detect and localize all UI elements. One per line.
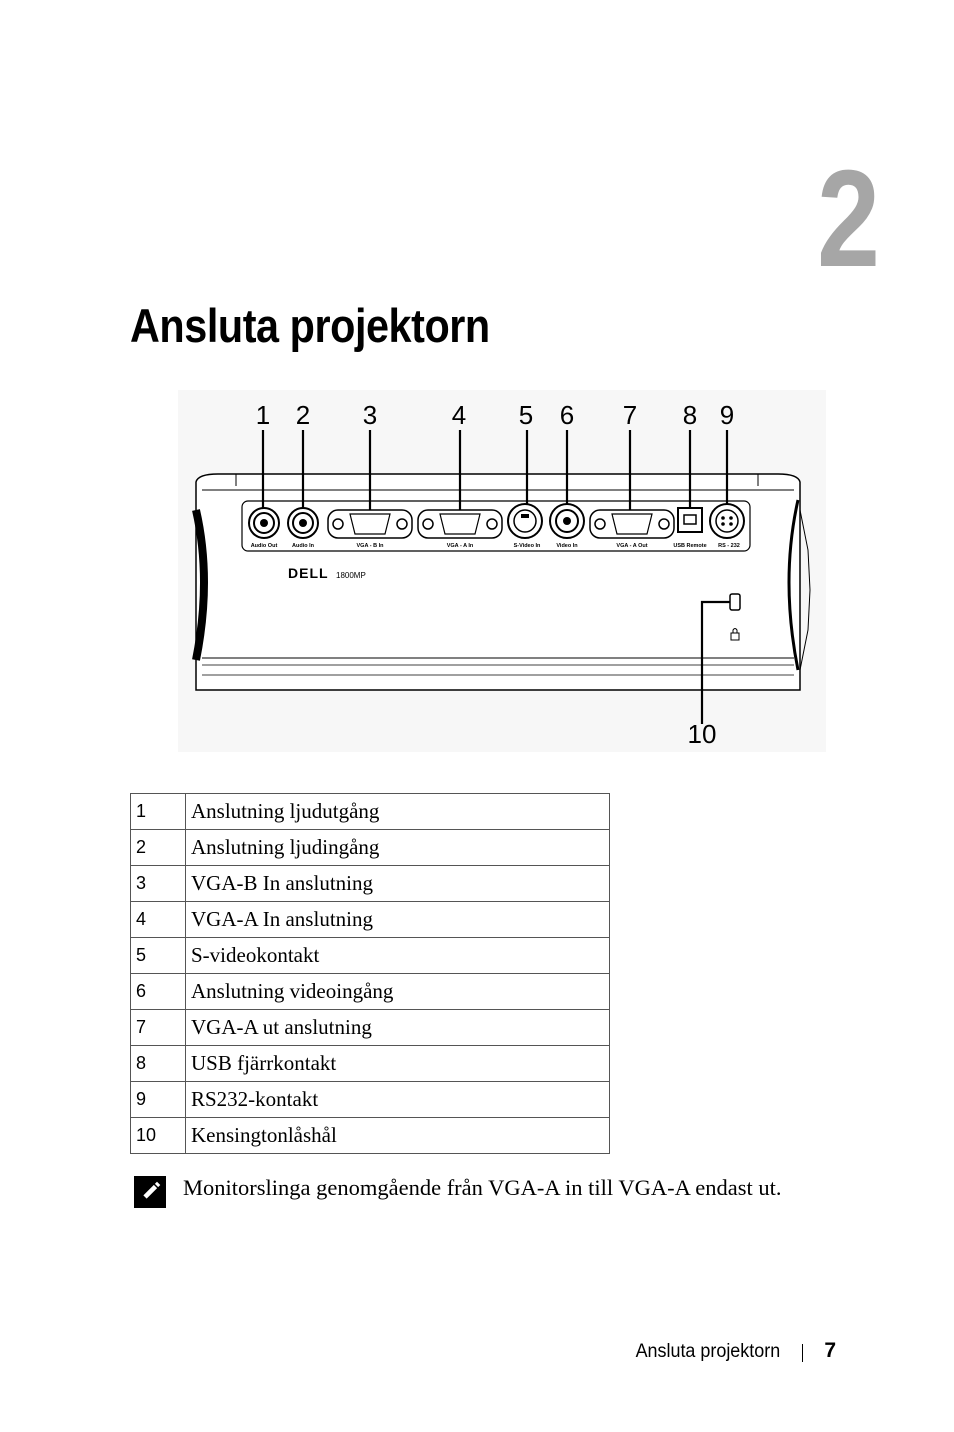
callout-number: 5 (518, 400, 534, 430)
legend-number: 3 (131, 866, 186, 902)
callout-number: 3 (362, 400, 378, 430)
table-row (131, 1082, 610, 1118)
page-number: 7 (824, 1339, 836, 1362)
port-label: Audio Out (250, 543, 278, 549)
callout-number: 1 (255, 400, 271, 430)
port-label: VGA - B In (356, 543, 384, 549)
table-row (131, 866, 610, 902)
table-row (131, 902, 610, 938)
table-row (131, 938, 610, 974)
footer-title: Ansluta projektorn (635, 1340, 780, 1362)
legend-description: USB fjärrkontakt (186, 1046, 610, 1082)
legend-description: VGA-A In anslutning (186, 902, 610, 938)
legend-number: 4 (131, 902, 186, 938)
table-row (131, 830, 610, 866)
legend-description: Anslutning ljudutgång (186, 794, 610, 830)
note-pencil-icon (134, 1176, 166, 1208)
page-title: Ansluta projektorn (130, 299, 490, 352)
projector-illustration (178, 390, 826, 752)
callout-number: 9 (719, 400, 735, 430)
dell-logo: DELL (288, 565, 329, 581)
note-block (134, 1173, 854, 1209)
audio-in-port (288, 508, 318, 538)
page-footer (600, 1338, 838, 1368)
legend-description: VGA-B In anslutning (186, 866, 610, 902)
legend-number: 5 (131, 938, 186, 974)
legend-description: Anslutning videoingång (186, 974, 610, 1010)
usb-remote-port (678, 508, 702, 532)
projector-rear-panel-figure (178, 390, 826, 752)
callout-number: 8 (682, 400, 698, 430)
video-in-port (550, 504, 584, 538)
rs232-port (710, 504, 744, 538)
kensington-slot (730, 594, 740, 610)
callout-number: 7 (622, 400, 638, 430)
callout-number: 10 (687, 719, 717, 749)
port-label: Video In (556, 543, 578, 549)
legend-number: 2 (131, 830, 186, 866)
legend-number: 6 (131, 974, 186, 1010)
legend-description: RS232-kontakt (186, 1082, 610, 1118)
legend-description: Kensingtonlåshål (186, 1118, 610, 1154)
audio-out-port (249, 508, 279, 538)
callout-number: 6 (559, 400, 575, 430)
vga-a-out-port (590, 510, 674, 538)
table-row (131, 794, 610, 830)
legend-number: 8 (131, 1046, 186, 1082)
legend-number: 10 (131, 1118, 186, 1154)
legend-description: VGA-A ut anslutning (186, 1010, 610, 1046)
table-row (131, 1118, 610, 1154)
table-row (131, 1010, 610, 1046)
connector-legend-table (130, 793, 610, 1154)
legend-description: S-videokontakt (186, 938, 610, 974)
legend-number: 9 (131, 1082, 186, 1118)
s-video-port (508, 504, 542, 538)
port-label: VGA - A In (446, 543, 474, 549)
legend-description: Anslutning ljudingång (186, 830, 610, 866)
footer-separator (802, 1344, 803, 1362)
legend-number: 1 (131, 794, 186, 830)
model-label: 1800MP (336, 571, 366, 580)
table-row (131, 1046, 610, 1082)
port-label: S-Video In (513, 543, 541, 549)
chapter-number: 2 (817, 142, 880, 296)
vga-a-in-port (418, 510, 502, 538)
port-label: RS - 232 (718, 543, 740, 549)
note-text: Monitorslinga genomgående från VGA-A in till VGA-A endast ut. (183, 1175, 782, 1200)
legend-number: 7 (131, 1010, 186, 1046)
callout-number: 2 (295, 400, 311, 430)
table-row (131, 974, 610, 1010)
callout-number: 4 (451, 400, 467, 430)
port-label: VGA - A Out (616, 543, 648, 549)
port-label: USB Remote (673, 543, 707, 549)
port-label: Audio In (292, 543, 314, 549)
vga-b-in-port (328, 510, 412, 538)
